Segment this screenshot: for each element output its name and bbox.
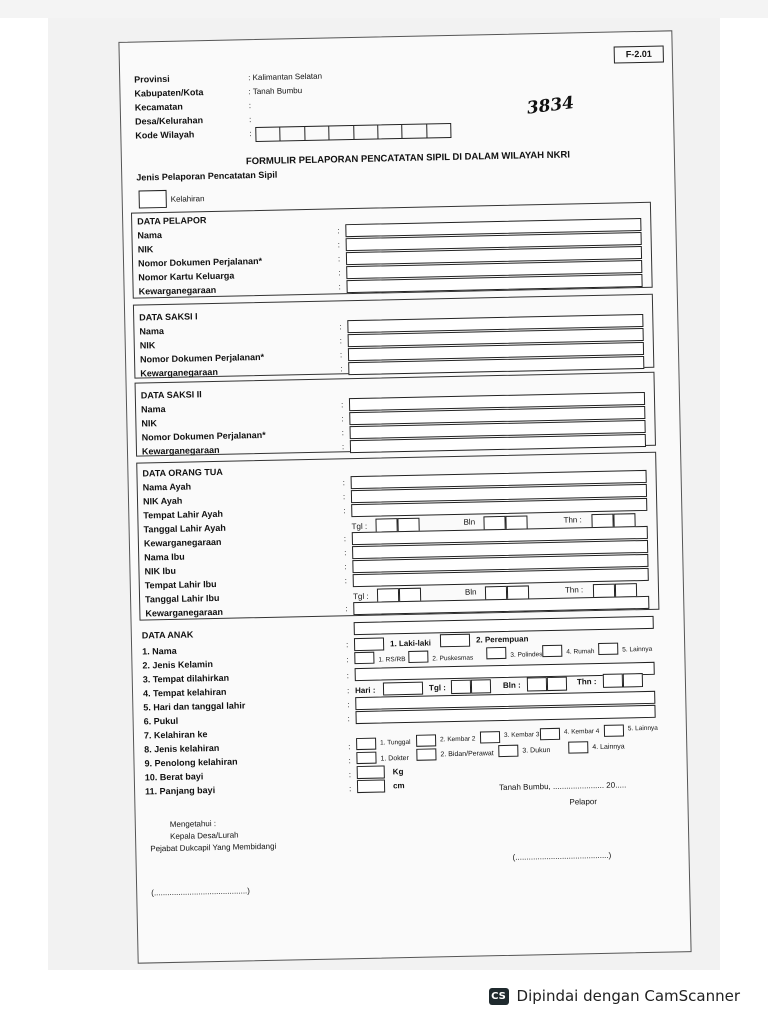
hari-box[interactable] xyxy=(383,682,423,696)
tempat-rs-label: 1. RS/RB xyxy=(378,656,406,664)
kepala-desa-label: Kepala Desa/Lurah xyxy=(169,830,239,841)
penolong-dokter-label: 1. Dokter xyxy=(380,754,409,763)
jenis-tunggal-label: 1. Tunggal xyxy=(380,738,411,747)
mengetahui-label: Mengetahui : xyxy=(169,819,217,829)
label-kabupaten: Kabupaten/Kota xyxy=(134,87,204,99)
value-kecamatan: : xyxy=(248,101,252,111)
tempat-polindes-box[interactable] xyxy=(486,647,506,659)
penolong-dokter-box[interactable] xyxy=(356,752,376,764)
jenis-kembar4-box[interactable] xyxy=(540,728,560,740)
anak-penolong-label: 9. Penolong kelahiran xyxy=(144,756,238,769)
tgl-anak-box-2[interactable] xyxy=(471,679,491,693)
tempat-rumah-box[interactable] xyxy=(542,645,562,657)
tempat-puskesmas-label: 2. Puskesmas xyxy=(432,654,474,663)
background-top xyxy=(0,0,768,18)
thn-anak-box-2[interactable] xyxy=(623,673,643,687)
thn-ayah-label: Thn : xyxy=(563,515,582,525)
anak-title: DATA ANAK xyxy=(141,629,194,641)
anak-hari-tanggal-label: 5. Hari dan tanggal lahir xyxy=(143,700,246,713)
kelahiran-label: Kelahiran xyxy=(170,194,205,204)
label-kode-wilayah: Kode Wilayah xyxy=(135,129,195,141)
thn-ibu-label: Thn : xyxy=(564,585,584,595)
berat-box[interactable] xyxy=(357,765,385,779)
value-desa: : xyxy=(248,115,252,125)
label-desa: Desa/Kelurahan xyxy=(134,115,204,127)
tempat-polindes-label: 3. Polindes xyxy=(510,651,543,659)
form-sheet: F-2.01 3834 Provinsi : Kalimantan Selatan Kabupaten/Kota : Tanah Bumbu Kecamatan : Desa/Kelurahan : Kode Wilayah : FORMULIR PELAPORAN PENCATATAN SIPIL DI DALAM WILAYAH NKRI Jenis Pelaporan Pencatatan Sipil Kelahiran DATA PELAPOR Nama NIK Nomor Dokumen Perjalanan* Nomor Kartu Keluarga Kewarganegaraan : : : : : DATA SAKSI I Nama NIK Nomor Dokumen Perjalanan* Kewarganegaraan : : : : DATA SAKSI II Nama NIK Nomor Dokumen Perjalanan* Kewarganegaraan : : : : DATA ORANG TUA Nama Ayah NIK Ayah Tempat Lahir Ayah Tanggal Lahir Ayah Kewarganegaraan Nama Ibu NIK Ibu Tempat Lahir Ibu Tanggal Lahir Ibu Kewarganegaraan : : : : : : : : Tgl : Bln Thn : Tgl : Bln Thn : DATA ANAK : 1. Nama 2. Jenis Kelamin 3. Tempat dilahirkan 4. Tempat kelahiran 5. Hari dan tanggal lahir 6. Pukul 7. Kelahiran ke 8. Jenis kelahiran 9. Penolong kelahiran 10. Berat bayi 11. Panjang bayi 1. Laki-laki 2. Perempuan : 1. RS/RB 2. Puskesmas 3. Polindes 4. Rumah 5. Lainnya : : Hari : Tgl : Bln : Thn : : : : 1. Tunggal 2. Kembar 2 3. Kembar 3 4. Kembar 4 5. Lainnya : 1. Dokter 2. Bidan/Perawat 3. Dukun 4. Lainnya : Kg : cm Tanah Bumbu, ....................... 20..... Pelapor Mengetahui : Kepala Desa/Lurah Pejabat Dukcapil Yang Membidangi (..........................................) (..........................................) xyxy=(118,30,691,963)
saksi2-title: DATA SAKSI II xyxy=(140,389,202,401)
tanggal-lahir-ibu-label: Tanggal Lahir Ibu xyxy=(144,592,220,605)
kewarganegaraan-ayah-label: Kewarganegaraan xyxy=(143,536,222,549)
pelapor-nama-label: Nama xyxy=(137,230,163,241)
tanggal-lahir-ayah-label: Tanggal Lahir Ayah xyxy=(143,522,226,535)
kewarganegaraan-ibu-label: Kewarganegaraan xyxy=(145,606,224,619)
report-type-label: Jenis Pelaporan Pencatatan Sipil xyxy=(136,169,278,183)
orangtua-title: DATA ORANG TUA xyxy=(142,466,223,479)
pelapor-signature-label: Pelapor xyxy=(569,797,598,807)
bln-ibu-label: Bln xyxy=(464,587,477,597)
handwritten-number: 3834 xyxy=(525,92,576,119)
tempat-puskesmas-box[interactable] xyxy=(408,651,428,663)
camscanner-icon: CS xyxy=(489,988,509,1005)
penolong-lainnya-box[interactable] xyxy=(568,741,588,753)
anak-tempat-dilahirkan-label: 3. Tempat dilahirkan xyxy=(142,672,230,685)
tgl-anak-label: Tgl : xyxy=(428,683,446,693)
penolong-dukun-box[interactable] xyxy=(498,745,518,757)
tgl-anak-box[interactable] xyxy=(451,680,471,694)
anak-berat-label: 10. Berat bayi xyxy=(144,771,204,783)
saksi2-kewarganegaraan-label: Kewarganegaraan xyxy=(141,444,220,457)
pelapor-kewarganegaraan-label: Kewarganegaraan xyxy=(138,284,217,297)
camscanner-watermark xyxy=(489,985,740,1007)
tempat-rs-box[interactable] xyxy=(354,652,374,664)
tgl-ayah-label: Tgl : xyxy=(351,521,368,532)
nama-ayah-label: Nama Ayah xyxy=(142,481,192,493)
penolong-bidan-label: 2. Bidan/Perawat xyxy=(440,750,494,759)
anak-tempat-kelahiran-label: 4. Tempat kelahiran xyxy=(142,686,227,699)
tempat-lainnya-label: 5. Lainnya xyxy=(622,645,653,654)
panjang-box[interactable] xyxy=(357,779,385,793)
pelapor-nik-label: NIK xyxy=(137,244,154,255)
value-kode-wilayah: : xyxy=(249,129,252,139)
saksi2-nik-label: NIK xyxy=(141,418,158,429)
pelapor-signature-line: (..........................................) xyxy=(512,850,612,862)
jenis-lainnya-label: 5. Lainnya xyxy=(627,724,658,733)
jenis-kembar2-box[interactable] xyxy=(416,734,436,746)
saksi1-title: DATA SAKSI I xyxy=(139,311,198,323)
gender-male-label: 1. Laki-laki xyxy=(389,638,432,649)
jenis-lainnya-box[interactable] xyxy=(604,724,624,736)
tgl-ibu-label: Tgl : xyxy=(352,591,369,602)
thn-anak-label: Thn : xyxy=(576,677,597,687)
hari-label: Hari : xyxy=(354,685,376,696)
value-provinsi: : Kalimantan Selatan xyxy=(248,71,323,83)
camscanner-text: Dipindai dengan CamScanner xyxy=(516,987,740,1005)
anak-panjang-label: 11. Panjang bayi xyxy=(145,785,216,797)
anak-pukul-label: 6. Pukul xyxy=(143,715,179,727)
place-date: Tanah Bumbu, ....................... 20..... xyxy=(499,780,627,793)
penolong-lainnya-label: 4. Lainnya xyxy=(592,743,625,752)
saksi1-dokumen-label: Nomor Dokumen Perjalanan* xyxy=(139,351,265,365)
nik-ayah-label: NIK Ayah xyxy=(142,495,183,507)
jenis-kembar4-label: 4. Kembar 4 xyxy=(563,727,600,736)
gender-male-box[interactable] xyxy=(354,637,384,651)
kepala-signature-line: (..........................................) xyxy=(151,886,250,898)
nama-ibu-label: Nama Ibu xyxy=(144,551,185,563)
label-provinsi: Provinsi xyxy=(134,73,170,85)
penolong-dukun-label: 3. Dukun xyxy=(522,747,551,755)
value-kabupaten: : Tanah Bumbu xyxy=(248,86,303,97)
kelahiran-checkbox[interactable] xyxy=(139,190,167,209)
pelapor-title: DATA PELAPOR xyxy=(137,215,207,227)
saksi1-nik-label: NIK xyxy=(139,340,156,351)
kode-wilayah-boxes[interactable] xyxy=(255,123,451,142)
jenis-kembar3-box[interactable] xyxy=(480,731,500,743)
label-kecamatan: Kecamatan xyxy=(134,101,183,113)
tempat-lahir-ayah-label: Tempat Lahir Ayah xyxy=(143,508,224,521)
saksi1-kewarganegaraan-label: Kewarganegaraan xyxy=(140,366,218,379)
bln-anak-box[interactable] xyxy=(527,677,547,691)
jenis-kembar3-label: 3. Kembar 3 xyxy=(503,731,540,739)
form-code: F-2.01 xyxy=(614,45,664,63)
gender-female-label: 2. Perempuan xyxy=(475,634,529,645)
saksi1-nama-label: Nama xyxy=(139,326,165,337)
bln-anak-label: Bln : xyxy=(502,680,521,690)
thn-anak-box[interactable] xyxy=(603,673,623,687)
tempat-lainnya-box[interactable] xyxy=(598,643,618,655)
form-title: FORMULIR PELAPORAN PENCATATAN SIPIL DI DALAM WILAYAH NKRI xyxy=(245,149,571,168)
saksi2-nama-label: Nama xyxy=(141,403,166,415)
anak-top-input[interactable] xyxy=(354,616,654,635)
anak-jenis-kelamin-label: 2. Jenis Kelamin xyxy=(142,659,214,671)
penolong-bidan-box[interactable] xyxy=(416,748,436,760)
anak-kelahiran-ke-label: 7. Kelahiran ke xyxy=(143,729,208,741)
anak-nama-label: 1. Nama xyxy=(142,645,177,657)
pelapor-dokumen-label: Nomor Dokumen Perjalanan* xyxy=(137,255,263,269)
bln-anak-box-2[interactable] xyxy=(547,677,567,691)
nik-ibu-label: NIK Ibu xyxy=(144,565,177,577)
pelapor-kk-label: Nomor Kartu Keluarga xyxy=(138,270,235,283)
panjang-unit: cm xyxy=(392,781,405,791)
berat-unit: Kg xyxy=(392,767,404,777)
jenis-tunggal-box[interactable] xyxy=(356,738,376,750)
gender-female-box[interactable] xyxy=(440,634,470,648)
tempat-lahir-ibu-label: Tempat Lahir Ibu xyxy=(144,578,217,591)
anak-jenis-kelahiran-label: 8. Jenis kelahiran xyxy=(144,742,220,755)
saksi2-dokumen-label: Nomor Dokumen Perjalanan* xyxy=(141,429,266,443)
bln-ayah-label: Bln xyxy=(463,517,476,527)
tempat-rumah-label: 4. Rumah xyxy=(566,648,595,656)
pejabat-label: Pejabat Dukcapil Yang Membidangi xyxy=(150,841,277,854)
jenis-kembar2-label: 2. Kembar 2 xyxy=(440,735,476,744)
